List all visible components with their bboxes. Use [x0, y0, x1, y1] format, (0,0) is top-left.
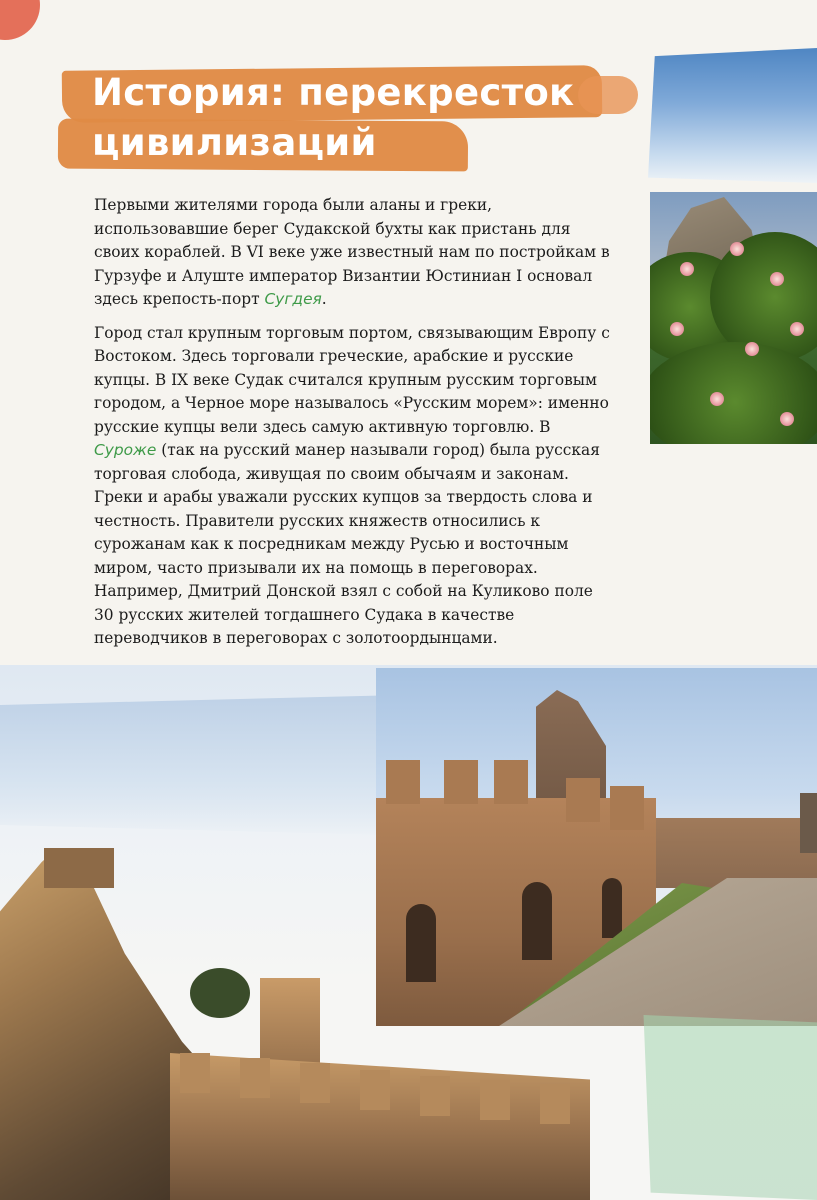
paragraph-2-text-start: Город стал крупным торговым портом, связывающим Европу с Востоком. Здесь торговали греческие, арабские и русские купцы. В IX веке Судак считался крупным русским торговым городом, а Черное море называлось «Русским морем»: именно русские купцы вели здесь самую активную торговлю. В [94, 323, 610, 436]
flower [730, 242, 744, 256]
merlon [480, 1080, 510, 1120]
flower [670, 322, 684, 336]
merlon [386, 760, 420, 804]
sky-photo [648, 48, 817, 183]
merlon [610, 786, 644, 830]
flower [790, 322, 804, 336]
merlon [540, 1084, 570, 1124]
far-tower [800, 793, 817, 853]
page-corner-decoration [0, 0, 40, 40]
merlon [444, 760, 478, 804]
merlon [300, 1063, 330, 1103]
flower [710, 392, 724, 406]
merlon [360, 1070, 390, 1110]
highlight-surozhe: Суроже [94, 441, 157, 459]
tree [190, 968, 250, 1018]
paragraph-2 [94, 322, 614, 651]
title-block [58, 62, 618, 172]
merlon [494, 760, 528, 804]
highlight-sugdeya: Сугдея [264, 290, 322, 308]
fortress-cliff-photo [0, 848, 590, 1200]
flower [680, 262, 694, 276]
wall-arch [602, 878, 622, 938]
article-text [94, 194, 614, 661]
merlon [420, 1076, 450, 1116]
paragraph-1 [94, 194, 614, 312]
merlon [566, 778, 600, 822]
flower [745, 342, 759, 356]
paragraph-1-end: . [321, 290, 327, 308]
paragraph-1-text: Первыми жителями города были аланы и греки, использовавшие берег Судакской бухты как пристань для своих кораблей. В VI веке уже известный нам по постройкам в Гурзуфе и Алуште император Византии Юстиниан I основал здесь крепость-порт [94, 196, 610, 308]
title-line-2: цивилизаций [92, 121, 377, 164]
flower [780, 412, 794, 426]
silk-tree-photo [650, 192, 817, 444]
green-brush-decoration [640, 1015, 817, 1200]
merlon [180, 1053, 210, 1093]
flower [770, 272, 784, 286]
merlon [240, 1058, 270, 1098]
cliff-tower [44, 848, 114, 888]
title-line-1: История: перекресток [92, 71, 575, 114]
paragraph-2-text-end: (так на русский манер называли город) была русская торговая слобода, живущая по своим обычаям и законам. Греки и арабы уважали русских купцов за твердость слова и честность. Правители русских княжеств относились к сурожанам как к посредникам между Русью и восточным миром, часто призывали их на помощь в переговорах. Например, Дмитрий Донской взял с собой на Куликово поле 30 русских жителей тогдашнего Судака в качестве переводчиков в переговорах с золотоордынцами. [94, 441, 600, 647]
page-title [92, 68, 652, 168]
foliage [650, 342, 817, 444]
far-wall [646, 818, 817, 888]
